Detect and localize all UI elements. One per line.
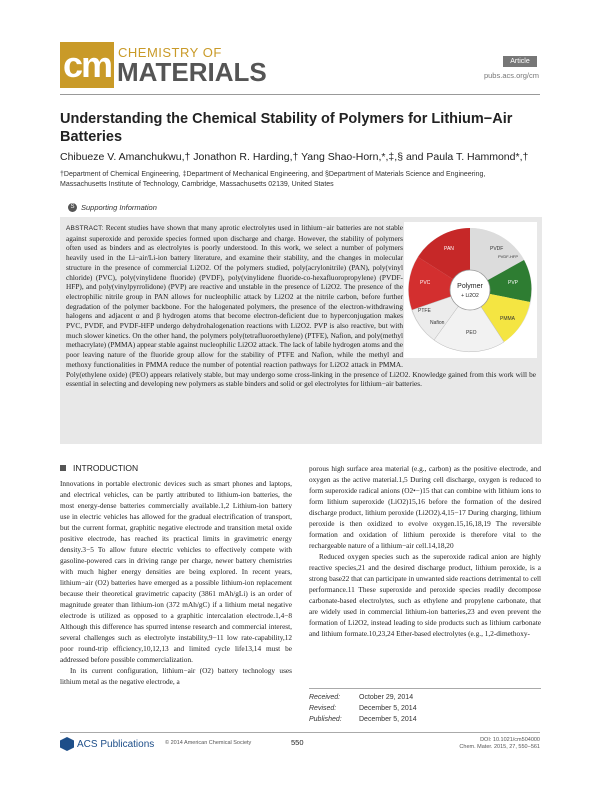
acs-publications-label: ACS Publications	[77, 738, 155, 750]
intro-paragraph-2: In its current configuration, lithium−air (O2) battery technology uses lithium metal as the negative electrode, a	[60, 666, 292, 686]
toc-label-pan: PAN	[444, 246, 454, 252]
acs-publications-logo[interactable]	[60, 737, 154, 751]
toc-label-pmma: PMMA	[500, 316, 515, 322]
footer-divider	[60, 732, 540, 733]
toc-label-pvp: PVP	[508, 280, 519, 286]
logo-cm: cm	[60, 42, 114, 88]
published-label: Published:	[309, 716, 342, 723]
revised-date: December 5, 2014	[359, 705, 417, 712]
supporting-info-link[interactable]	[68, 203, 157, 212]
toc-center-label: Polymer	[457, 283, 483, 290]
journal-logo	[60, 42, 267, 88]
supporting-info-label: Supporting Information	[81, 203, 157, 212]
author-list: Chibueze V. Amanchukwu,† Jonathon R. Harding,† Yang Shao-Horn,*,‡,§ and Paula T. Hammond*,†	[60, 151, 529, 163]
logo-chemistry-of: CHEMISTRY OF	[118, 45, 222, 60]
toc-label-pvdf: PVDF	[490, 246, 504, 252]
doi-link[interactable]: DOI: 10.1021/cm504000	[480, 737, 540, 743]
toc-center-sub: + Li2O2	[461, 293, 479, 299]
logo-materials: MATERIALS	[117, 57, 267, 87]
intro-left-column	[60, 478, 292, 687]
intro-paragraph-4: Reduced oxygen species such as the superoxide radical anion are highly reactive species,21 and the desired discharge product, lithium peroxide, is a strong base22 that can participate in unwanted side reactions detrimental to cell performance.11 These superoxide and peroxide species readily decompose carbonate-based electrolytes, such as ethylene and propylene carbonate, that are widely used in commercial lithium-ion batteries,23 and even prevent the formation of Li2O2, instead leading to side products such as lithium carbonate and lithium formate.10,23,24 Ether-based electrolytes (e.g., 1,2-dimethoxy-	[309, 552, 542, 638]
published-date: December 5, 2014	[359, 716, 417, 723]
toc-graphic	[404, 222, 537, 358]
received-label: Received:	[309, 694, 341, 701]
journal-url-link[interactable]: pubs.acs.org/cm	[483, 71, 539, 80]
paper-title: Understanding the Chemical Stability of Polymers for Lithium−Air Batteries	[60, 111, 513, 145]
intro-paragraph-3: porous high surface area material (e.g., carbon) as the positive electrode, and oxygen as the active material.1,5 During cell discharge, oxygen is reduced to form superoxide radical anions (O2•−)15 that can combine with lithium ions to form lithium superoxide (LiO2)15,16 before the formation of the desired discharge product, lithium peroxide (Li2O2).4,15−17 During charging, lithium peroxide is then oxidized to evolve oxygen.15,16,18,19 The reversible formation and oxidation of lithium peroxide is therefore vital to the rechargeable nature of a lithium−air cell.14,18,20	[309, 464, 541, 550]
acs-hexagon-icon	[60, 737, 74, 751]
abstract-lead: ABSTRACT:	[66, 225, 104, 232]
toc-label-ptfe: PTFE	[418, 308, 431, 314]
toc-label-peo: PEO	[466, 330, 477, 336]
abstract-body: Recent studies have shown that many aprotic electrolytes used in lithium−air batteries are not stable against superoxide and peroxide species formed upon discharge and charge. However, the stability of polymers often used as binders and as electrolytes is poorly understood. In this work, we select a number of polymers heavily used in the Li−air/Li-ion battery literature, and examine their stability, and the changes in molecular structure in the presence of commercial Li2O2. Of the polymers studied, poly(acrylonitrile) (PAN), poly(vinyl chloride) (PVC), poly(vinylidene fluoride) (PVDF), poly(vinylidene fluoride-co-hexafluoropropylene) (PVDF-HFP), and poly(vinylpyrrolidone) (PVP) are reactive and unstable in the presence of Li2O2. The presence of the electrophilic nitrile group in PAN allows for nucleophilic attack by Li2O2 at the nitrile carbon, before further degradation of the polymer backbone. For the halogenated polymers, the presence of the electron-withdrawing halogens and adjacent α and β hydrogen atoms that become electron-deficient due to hyperconjugation makes PVC, PVDF, and PVDF-HFP undergo dehydrohalogenation reactions with Li2O2. PVP is also reactive, but with much slower kinetics. On the other hand, the polymers poly(tetrafluoroethylene) (PTFE), Nafion, and poly(methyl methacrylate) (PMMA) appear stable against nucleophilic Li2O2 attack. The lack of labile hydrogen atoms and the poor leaving nature of the fluoride group allow for the stability of PTFE and Nafion, while the methyl and methoxy functionalities in PMMA reduce the number of potential reaction pathways for Li2O2 attack in PMMA. Poly(ethylene oxide) (PEO) appears relatively stable, but may undergo some cross-linking in the presence of Li2O2. Knowledge gained from this work will be essential in selecting and developing new polymers as stable binders and solid or gel electrolytes for lithium−air batteries.	[66, 223, 536, 389]
intro-heading	[60, 463, 138, 473]
toc-center	[450, 270, 490, 310]
dates-divider	[309, 688, 541, 689]
toc-label-pvc: PVC	[420, 280, 431, 286]
affiliations: †Department of Chemical Engineering, ‡Department of Mechanical Engineering, and §Department of Materials Science and Engineering, Massachusetts Institute of Technology, Cambridge, Massachusetts 02139, United States	[60, 171, 486, 188]
toc-label-nafion: Nafion	[430, 320, 445, 326]
intro-right-column	[309, 463, 541, 639]
doi-citation	[459, 737, 540, 751]
page-number: 550	[291, 738, 304, 747]
toc-label-pvdf-hfp: PVDF-HFP	[498, 254, 518, 259]
received-date: October 29, 2014	[359, 694, 414, 701]
supporting-info-icon: S	[68, 203, 77, 212]
copyright-notice: © 2014 American Chemical Society	[165, 740, 252, 746]
citation: Chem. Mater. 2015, 27, 550−561	[459, 744, 540, 750]
intro-paragraph-1: Innovations in portable electronic devices such as smart phones and laptops, and electrical vehicles, can be partly attributed to lithium-ion batteries, the most energy-dense batteries commercially available.1,2 Lithium-ion battery use in electric vehicles has allowed for the gradual electrification of transport, but the current format, graphitic negative electrode and transition metal oxide positive electrode, has reached its practical limits in gravimetric energy density.3−5 To allow future electric vehicles to effectively compete with gasoline-powered cars in driving range per charge, newer battery chemistries with much higher energy densities are being explored. In recent years, lithium−air (O2) batteries have emerged as a possible lithium-ion replacement because their theoretical gravimetric capacity (3861 mAh/gLi) is an order of magnitude greater than lithium-ion (372 mAh/gC) if a lithium metal negative electrode is utilized as opposed to a graphitic intercalation electrode.1,4−8 Although this difference has spurred intense research and commercial interest, several challenges such as electrolyte instability,9−11 low rate-capability,12 poor round-trip efficiency,10,12,13 and limited cycle life13,14 must be addressed before possible commercialization.	[60, 479, 292, 664]
header-divider	[60, 94, 540, 95]
intro-heading-label: INTRODUCTION	[73, 463, 139, 473]
article-type-badge: Article	[503, 56, 537, 67]
article-dates	[309, 692, 541, 725]
revised-label: Revised:	[309, 705, 337, 712]
section-square-icon	[60, 465, 66, 471]
